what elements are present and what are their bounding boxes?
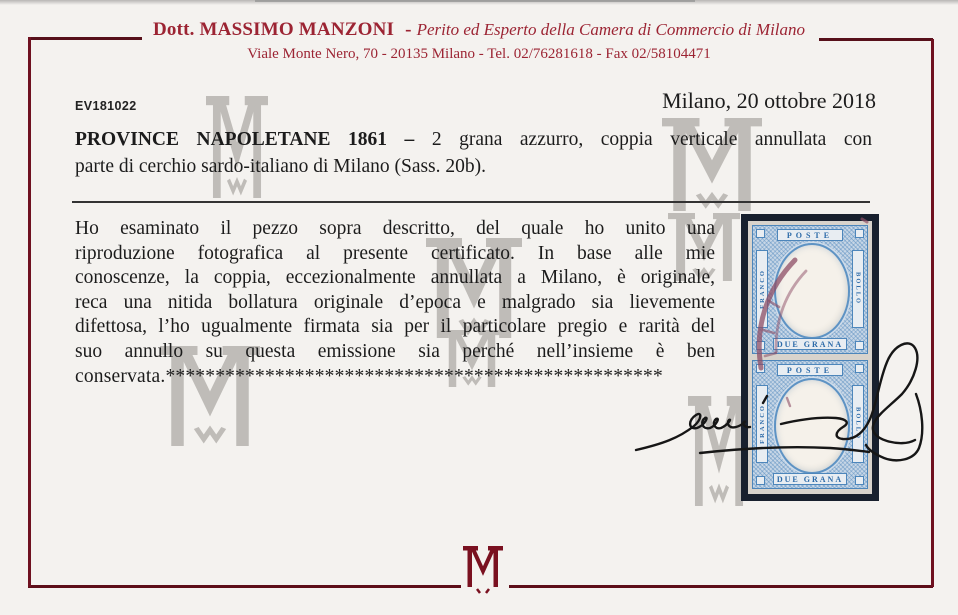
expert-name: Dott. MASSIMO MANZONI <box>147 19 400 40</box>
stamp-bottom <box>752 360 868 489</box>
subject-dash: – <box>404 129 415 150</box>
subject-emphasis: PROVINCE NAPOLETANE 1861 <box>75 129 388 150</box>
stamp-label-due-grana: DUE GRANA <box>773 473 847 485</box>
frame-border-bottom-left <box>28 585 461 588</box>
frame-border-right <box>931 39 934 587</box>
body-line: suo annullo su questa emissione sia perché nell’insieme è ben <box>75 340 715 362</box>
stamp-label-poste: POSTE <box>777 364 843 376</box>
stamp-portrait-oval <box>774 378 850 474</box>
separator-line <box>72 201 870 203</box>
stamp-corner-ornament <box>756 229 765 238</box>
stamp-corner-ornament <box>756 364 765 373</box>
body-line-last: conservata.************************************************** <box>75 365 663 387</box>
stamp-portrait-oval <box>774 243 850 339</box>
stamp-label-bollo-text: BOLLO <box>854 272 862 306</box>
stamp-corner-ornament <box>855 364 864 373</box>
body-line: conoscenze, la coppia, eccezionalmente annullata a Milano, è originale, <box>75 267 715 289</box>
subject-paragraph <box>75 127 872 180</box>
stamp-label-franco-text: FRANCO <box>758 404 766 444</box>
stamp-label-poste: POSTE <box>777 229 843 241</box>
body-line: riproduzione fotografica al presente certificato. In base alle mie <box>75 242 715 264</box>
stamp-corner-ornament <box>855 341 864 350</box>
stamp-corner-ornament <box>756 341 765 350</box>
stamp-label-bollo <box>852 250 864 328</box>
stamp-photo <box>741 214 879 501</box>
title-dash: - <box>400 19 417 40</box>
frame-border-left <box>28 37 31 587</box>
body-line: Ho esaminato il pezzo sopra descritto, del quale ho unito una <box>75 218 715 239</box>
stamp-top <box>752 225 868 354</box>
body-line: reca una nitida bollatura originale d’epoca e malgrado sia lievemente <box>75 291 715 313</box>
scan-edge-line <box>255 0 695 2</box>
stamp-label-due-grana: DUE GRANA <box>773 338 847 350</box>
stamp-label-bollo <box>852 385 864 463</box>
stamp-label-franco-text: FRANCO <box>758 269 766 309</box>
stamp-label-franco <box>756 385 768 463</box>
stamp-corner-ornament <box>855 229 864 238</box>
reference-code: EV181022 <box>75 99 137 113</box>
frame-border-bottom-right <box>509 585 933 588</box>
expert-role: Perito ed Esperto della Camera di Commercio di Milano <box>417 20 811 39</box>
subject-line-2: parte di cerchio sardo-italiano di Milano (Sass. 20b). <box>75 155 487 177</box>
m-monogram-icon <box>463 546 503 593</box>
letterhead-address: Viale Monte Nero, 70 - 20135 Milano - Tel. 02/76281618 - Fax 02/58104471 <box>247 46 711 62</box>
body-line: difettosa, l’ho ugualmente firmata sia per il particolare pregio e rarità del <box>75 316 715 338</box>
stamp-label-franco <box>756 250 768 328</box>
stamp-corner-ornament <box>756 476 765 485</box>
stamp-label-bollo-text: BOLLO <box>854 407 862 441</box>
subject-line-1-rest: 2 grana azzurro, coppia verticale annullata con <box>431 129 872 150</box>
subject-line-1 <box>75 127 872 154</box>
body-paragraph <box>75 217 715 389</box>
letterhead-title <box>0 19 958 41</box>
stamp-corner-ornament <box>855 476 864 485</box>
dateline: Milano, 20 ottobre 2018 <box>662 88 876 113</box>
